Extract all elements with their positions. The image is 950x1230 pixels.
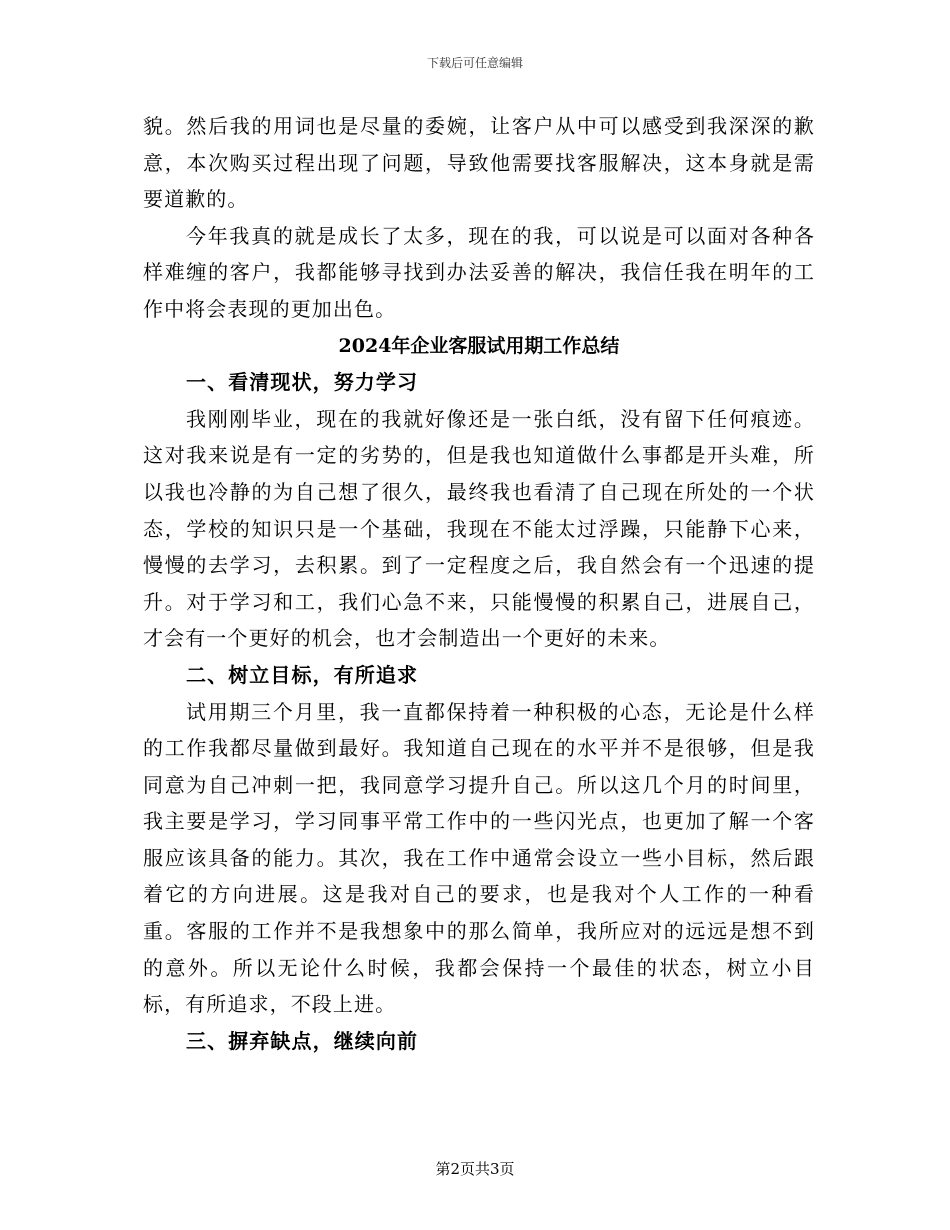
section-heading-2: 二、树立目标，有所追求: [186, 662, 419, 687]
paragraph-growth: 今年我真的就是成长了太多，现在的我，可以说是可以面对各种各样难缠的客户，我都能够寻找到办法妥善的解决，我信任我在明年的工作中将会表现的更加出色。: [143, 223, 815, 321]
document-body: [143, 108, 815, 1059]
section-text-1: 我刚刚毕业，现在的我就好像还是一张白纸，没有留下任何痕迹。这对我来说是有一定的劣势的，但是我也知道做什么事都是开头难，所以我也冷静的为自己想了很久，最终我也看清了自己现在所处的一个状态，学校的知识只是一个基础，我现在不能太过浮躁，只能静下心来，慢慢的去学习，去积累。到了一定程度之后，我自然会有一个迅速的提升。对于学习和工，我们心急不来，只能慢慢的积累自己，进展自己，才会有一个更好的机会，也才会制造出一个更好的未来。: [143, 406, 815, 651]
page-header: 下载后可任意编辑: [426, 56, 523, 70]
paragraph-continuation: 貌。然后我的用词也是尽量的委婉，让客户从中可以感受到我深深的歉意，本次购买过程出现了问题，导致他需要找客服解决，这本身就是需要道歉的。: [143, 114, 815, 212]
section-heading-3: 三、摒弃缺点，继续向前: [186, 1028, 419, 1053]
document-title: 2024年企业客服试用期工作总结: [338, 334, 620, 357]
page-footer: 第2页共3页: [435, 1160, 515, 1178]
section-heading-1: 一、看清现状，努力学习: [186, 370, 419, 395]
section-text-2: 试用期三个月里，我一直都保持着一种积极的心态，无论是什么样的工作我都尽量做到最好。我知道自己现在的水平并不是很够，但是我同意为自己冲刺一把，我同意学习提升自己。所以这几个月的时间里，我主要是学习，学习同事平常工作中的一些闪光点，也更加了解一个客服应该具备的能力。其次，我在工作中通常会设立一些小目标，然后跟着它的方向进展。这是我对自己的要求，也是我对个人工作的一种看重。客服的工作并不是我想象中的那么简单，我所应对的远远是想不到的意外。所以无论什么时候，我都会保持一个最佳的状态，树立小目标，有所追求，不段上进。: [143, 699, 815, 1017]
